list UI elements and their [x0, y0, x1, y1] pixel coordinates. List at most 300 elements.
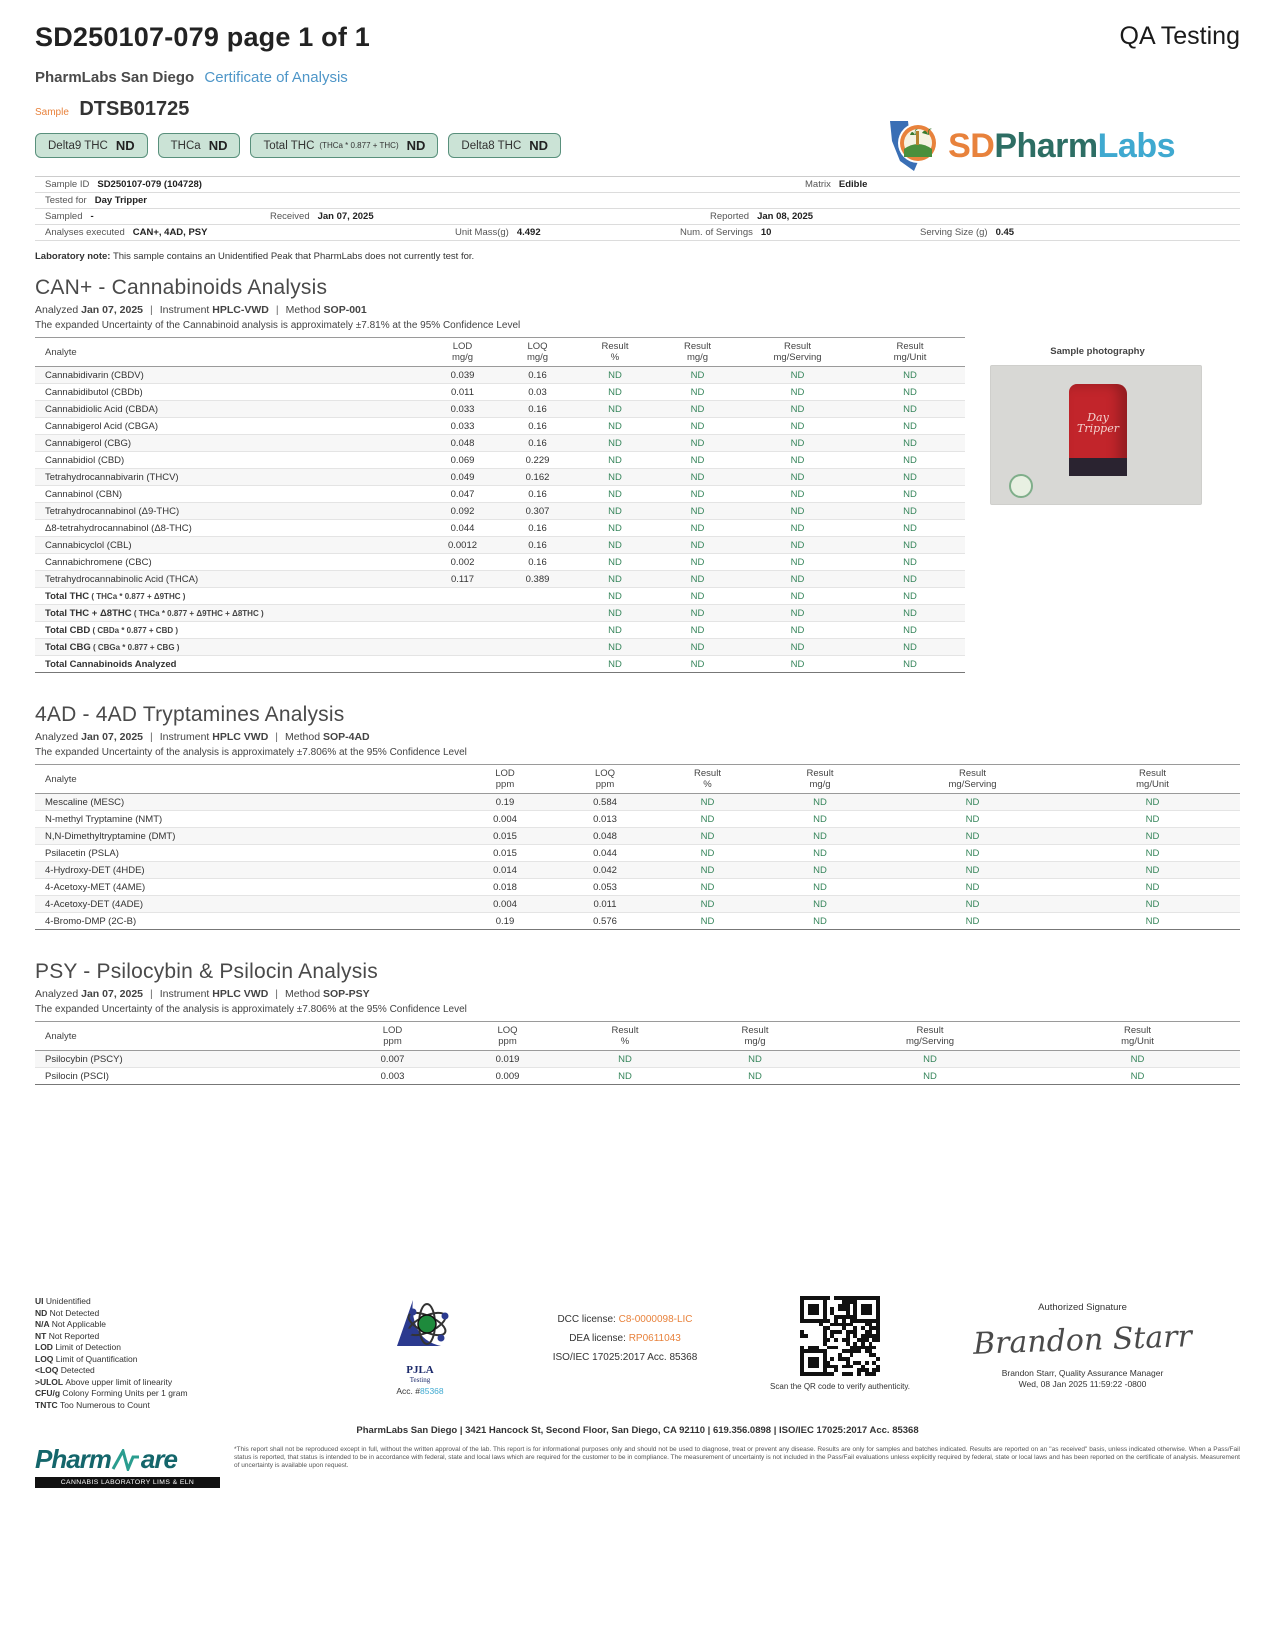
- analyte-name: N,N-Dimethyltryptamine (DMT): [35, 828, 455, 845]
- limit-value: [500, 605, 575, 622]
- table-row: [35, 503, 965, 520]
- table-row: [35, 896, 1240, 913]
- table-row: [35, 554, 965, 571]
- result-value: ND: [655, 656, 740, 673]
- badge-value: ND: [406, 138, 426, 153]
- limit-value: 0.049: [425, 469, 500, 486]
- table-row: [35, 384, 965, 401]
- sampled-field: Sampled -: [45, 211, 94, 222]
- column-header: Analyte: [35, 338, 425, 367]
- limit-value: 0.007: [335, 1051, 450, 1068]
- column-header: Result %: [575, 338, 655, 367]
- result-value: ND: [740, 469, 855, 486]
- result-value: ND: [855, 486, 965, 503]
- iso-accreditation: ISO/IEC 17025:2017 Acc. 85368: [552, 1352, 698, 1363]
- table-row: [35, 811, 1240, 828]
- result-value: ND: [740, 367, 855, 384]
- product-label-band: [1069, 458, 1127, 476]
- sd-pharmlabs-logo: [886, 117, 1175, 175]
- limit-value: [425, 639, 500, 656]
- psilocybin-section: [35, 960, 1240, 1085]
- page-footer: [35, 1296, 1240, 1488]
- analyte-name: Total CBD ( CBDa * 0.877 + CBD ): [35, 622, 425, 639]
- pharmware-tagline: CANNABIS LABORATORY LIMS & ELN: [35, 1477, 220, 1488]
- result-value: ND: [575, 656, 655, 673]
- analyte-name: Psilocin (PSCI): [35, 1068, 335, 1085]
- laboratory-note: Laboratory note: This sample contains an Unidentified Peak that PharmLabs does not currently test for.: [35, 251, 475, 262]
- limit-value: 0.033: [425, 401, 500, 418]
- brand-wordmark: [948, 127, 1175, 166]
- result-value: ND: [575, 418, 655, 435]
- limit-value: 0.16: [500, 537, 575, 554]
- limit-value: 0.229: [500, 452, 575, 469]
- pjla-sub: Testing: [409, 1376, 431, 1384]
- result-value: ND: [880, 828, 1065, 845]
- badge-delta8-thc: [448, 133, 561, 158]
- column-header: LOQ mg/g: [500, 338, 575, 367]
- analyte-name: 4-Acetoxy-MET (4AME): [35, 879, 455, 896]
- result-value: ND: [855, 418, 965, 435]
- result-value: ND: [655, 811, 760, 828]
- result-value: ND: [685, 1068, 825, 1085]
- limit-value: 0.307: [500, 503, 575, 520]
- result-value: ND: [760, 862, 880, 879]
- badge-value: ND: [529, 138, 549, 153]
- result-value: ND: [1035, 1051, 1240, 1068]
- table-row: [35, 588, 965, 605]
- limit-value: 0.004: [455, 811, 555, 828]
- report-disclaimer: *This report shall not be reproduced except in full, without the written approval of the lab. This report is for informational purposes only and should not be used to diagnose, treat or prevent any disease. Results are only for samples and batches indicated. Results are reported on an "as received" basis, unless indicated otherwise. When a Pass/Fail status is reported, that status is intended to be in accordance with federal, state and local laws which are required for the customer to be in compliance. The measurement of uncertainty is not included in the Pass/Fail evaluations unless explicitly required by federal, state or local laws and has been reported on the certificate of analysis. Measurement of uncertainty is available upon request.: [234, 1446, 1240, 1469]
- result-value: ND: [855, 622, 965, 639]
- analyte-name: 4-Hydroxy-DET (4HDE): [35, 862, 455, 879]
- column-header: Result mg/Unit: [1065, 765, 1240, 794]
- result-value: ND: [855, 520, 965, 537]
- table-row: [35, 486, 965, 503]
- analyte-name: Δ8-tetrahydrocannabinol (Δ8-THC): [35, 520, 425, 537]
- cannabinoids-section: [35, 276, 1240, 673]
- result-value: ND: [880, 896, 1065, 913]
- qr-code: [800, 1296, 880, 1376]
- limit-value: 0.16: [500, 486, 575, 503]
- badge-formula: (THCa * 0.877 + THC): [319, 141, 399, 150]
- section-meta-psy: Analyzed Jan 07, 2025 | Instrument HPLC VWD | Method SOP-PSY: [35, 988, 370, 1000]
- result-value: ND: [740, 571, 855, 588]
- result-value: ND: [1065, 879, 1240, 896]
- limit-value: 0.048: [555, 828, 655, 845]
- result-value: ND: [1065, 913, 1240, 930]
- badge-label: Delta8 THC: [461, 139, 522, 152]
- result-value: ND: [655, 554, 740, 571]
- pharmware-logo: [35, 1444, 220, 1488]
- limit-value: [500, 588, 575, 605]
- reported-field: Reported Jan 08, 2025: [710, 211, 814, 222]
- waveform-icon: [111, 1444, 141, 1474]
- analyte-name: Cannabigerol (CBG): [35, 435, 425, 452]
- column-header: Result %: [655, 765, 760, 794]
- servings-field: Num. of Servings 10: [680, 227, 772, 238]
- analyte-name: Psilacetin (PSLA): [35, 845, 455, 862]
- limit-value: 0.011: [555, 896, 655, 913]
- column-header: Result mg/Serving: [880, 765, 1065, 794]
- result-value: ND: [760, 794, 880, 811]
- table-row: [35, 469, 965, 486]
- product-label-text: Day Tripper: [1077, 411, 1119, 435]
- badge-label: Total THC: [263, 139, 315, 152]
- badge-delta9-thc: [35, 133, 148, 158]
- analyte-name: Mescaline (MESC): [35, 794, 455, 811]
- badge-total-thc: [250, 133, 438, 158]
- result-value: ND: [855, 503, 965, 520]
- limit-value: 0.584: [555, 794, 655, 811]
- result-value: ND: [575, 486, 655, 503]
- limit-value: 0.389: [500, 571, 575, 588]
- qr-caption: Scan the QR code to verify authenticity.: [770, 1382, 910, 1391]
- table-header-row: [35, 1022, 1240, 1051]
- result-value: ND: [655, 435, 740, 452]
- limit-value: 0.117: [425, 571, 500, 588]
- limit-value: 0.011: [425, 384, 500, 401]
- result-value: ND: [575, 520, 655, 537]
- limit-value: 0.16: [500, 520, 575, 537]
- limit-value: 0.16: [500, 418, 575, 435]
- limit-value: 0.015: [455, 828, 555, 845]
- limit-value: [425, 622, 500, 639]
- column-header: Result mg/Serving: [825, 1022, 1035, 1051]
- result-value: ND: [760, 896, 880, 913]
- result-value: ND: [855, 469, 965, 486]
- analyte-name: Cannabidiol (CBD): [35, 452, 425, 469]
- table-row: [35, 639, 965, 656]
- table-row: [35, 913, 1240, 930]
- result-value: ND: [655, 384, 740, 401]
- legend-item: UI Unidentified: [35, 1296, 91, 1306]
- result-value: ND: [880, 879, 1065, 896]
- limit-value: [425, 588, 500, 605]
- received-field: Received Jan 07, 2025: [270, 211, 374, 222]
- info-row-1: [35, 177, 1240, 193]
- result-value: ND: [655, 401, 740, 418]
- result-value: ND: [740, 435, 855, 452]
- abbreviation-legend: [35, 1296, 345, 1411]
- result-value: ND: [575, 503, 655, 520]
- result-value: ND: [655, 845, 760, 862]
- uncertainty-note-psy: The expanded Uncertainty of the analysis is approximately ±7.806% at the 95% Confidence Level: [35, 1004, 467, 1015]
- result-value: ND: [740, 384, 855, 401]
- result-value: ND: [655, 588, 740, 605]
- pjla-acc-number: Acc. #85368: [396, 1386, 444, 1396]
- analyte-name: Total THC ( THCa * 0.877 + Δ9THC ): [35, 588, 425, 605]
- limit-value: 0.19: [455, 913, 555, 930]
- limit-value: 0.069: [425, 452, 500, 469]
- column-header: Result mg/Serving: [740, 338, 855, 367]
- legend-item: ND Not Detected: [35, 1307, 100, 1318]
- limit-value: 0.039: [425, 367, 500, 384]
- limit-value: 0.015: [455, 845, 555, 862]
- table-row: [35, 879, 1240, 896]
- legend-item: >ULOL Above upper limit of linearity: [35, 1376, 173, 1387]
- result-value: ND: [740, 622, 855, 639]
- analyte-name: Psilocybin (PSCY): [35, 1051, 335, 1068]
- limit-value: 0.004: [455, 896, 555, 913]
- section-title-4ad: 4AD - 4AD Tryptamines Analysis: [35, 703, 345, 726]
- limit-value: 0.033: [425, 418, 500, 435]
- result-value: ND: [740, 554, 855, 571]
- limit-value: 0.19: [455, 794, 555, 811]
- table-row: [35, 862, 1240, 879]
- limit-value: 0.047: [425, 486, 500, 503]
- table-row: [35, 1068, 1240, 1085]
- result-value: ND: [655, 537, 740, 554]
- legend-item: <LOQ Detected: [35, 1365, 95, 1375]
- legend-item: CFU/g Colony Forming Units per 1 gram: [35, 1388, 188, 1398]
- limit-value: 0.019: [450, 1051, 565, 1068]
- limit-value: 0.16: [500, 435, 575, 452]
- result-value: ND: [855, 537, 965, 554]
- table-row: [35, 656, 965, 673]
- result-value: ND: [575, 435, 655, 452]
- limit-value: 0.16: [500, 367, 575, 384]
- badge-value: ND: [115, 138, 135, 153]
- table-row: [35, 537, 965, 554]
- limit-value: 0.014: [455, 862, 555, 879]
- limit-value: 0.162: [500, 469, 575, 486]
- result-value: ND: [655, 605, 740, 622]
- brand-sd: SD: [948, 126, 995, 165]
- result-value: ND: [1065, 845, 1240, 862]
- result-value: ND: [655, 469, 740, 486]
- result-value: ND: [855, 401, 965, 418]
- result-value: ND: [855, 367, 965, 384]
- result-value: ND: [740, 486, 855, 503]
- analyte-name: Tetrahydrocannabinolic Acid (THCA): [35, 571, 425, 588]
- result-value: ND: [855, 639, 965, 656]
- limit-value: 0.053: [555, 879, 655, 896]
- report-type: QA Testing: [1119, 22, 1240, 50]
- table-row: [35, 622, 965, 639]
- table-header-row: [35, 765, 1240, 794]
- result-value: ND: [855, 571, 965, 588]
- column-header: LOQ ppm: [555, 765, 655, 794]
- result-value: ND: [655, 503, 740, 520]
- result-value: ND: [740, 656, 855, 673]
- result-value: ND: [655, 520, 740, 537]
- info-row-3: [35, 209, 1240, 225]
- result-value: ND: [740, 605, 855, 622]
- result-value: ND: [740, 639, 855, 656]
- tryptamines-table: [35, 764, 1240, 930]
- document-id: SD250107-079 page 1 of 1: [35, 22, 370, 52]
- badge-thca: [158, 133, 241, 158]
- analyses-field: Analyses executed CAN+, 4AD, PSY: [45, 227, 208, 238]
- signature-script: Brandon Starr: [972, 1319, 1193, 1362]
- column-header: LOD ppm: [335, 1022, 450, 1051]
- result-value: ND: [760, 828, 880, 845]
- photo-header: Sample photography: [1050, 345, 1145, 357]
- result-value: ND: [880, 913, 1065, 930]
- column-header: LOD mg/g: [425, 338, 500, 367]
- table-row: [35, 401, 965, 418]
- result-value: ND: [575, 469, 655, 486]
- result-value: ND: [655, 828, 760, 845]
- result-value: ND: [575, 639, 655, 656]
- column-header: LOD ppm: [455, 765, 555, 794]
- result-value: ND: [575, 384, 655, 401]
- result-value: ND: [1035, 1068, 1240, 1085]
- cannabinoids-table: [35, 337, 965, 673]
- column-header: Result mg/Unit: [855, 338, 965, 367]
- info-row-2: [35, 193, 1240, 209]
- sample-info: [35, 176, 1240, 241]
- pharmware-pharm: Pharm: [35, 1444, 111, 1474]
- result-value: ND: [740, 588, 855, 605]
- product-photo: [990, 365, 1202, 505]
- lab-address: PharmLabs San Diego | 3421 Hancock St, Second Floor, San Diego, CA 92110 | 619.356.0898 | ISO/IEC 17025:2017 Acc. 85368: [356, 1425, 919, 1436]
- uncertainty-note-can: The expanded Uncertainty of the Cannabinoid analysis is approximately ±7.81% at the 95% Confidence Level: [35, 320, 521, 331]
- license-block: [495, 1296, 755, 1371]
- table-row: [35, 520, 965, 537]
- analyte-name: Cannabidivarin (CBDV): [35, 367, 425, 384]
- limit-value: 0.009: [450, 1068, 565, 1085]
- result-value: ND: [760, 811, 880, 828]
- product-can: [1069, 384, 1127, 476]
- analyte-name: Cannabichromene (CBC): [35, 554, 425, 571]
- analyte-name: Tetrahydrocannabinol (Δ9-THC): [35, 503, 425, 520]
- table-header-row: [35, 338, 965, 367]
- result-value: ND: [655, 639, 740, 656]
- result-value: ND: [575, 571, 655, 588]
- legend-item: LOD Limit of Detection: [35, 1342, 121, 1352]
- result-value: ND: [1065, 828, 1240, 845]
- analyte-name: Cannabidiolic Acid (CBDA): [35, 401, 425, 418]
- analyte-name: Total THC + Δ8THC ( THCa * 0.877 + Δ9THC + Δ8THC ): [35, 605, 425, 622]
- doc-title: Certificate of Analysis: [204, 69, 348, 86]
- signature-block: [925, 1296, 1240, 1389]
- analyte-name: Cannabinol (CBN): [35, 486, 425, 503]
- table-row: [35, 1051, 1240, 1068]
- result-value: ND: [655, 486, 740, 503]
- result-value: ND: [575, 367, 655, 384]
- limit-value: 0.16: [500, 401, 575, 418]
- result-value: ND: [855, 384, 965, 401]
- section-title-can: CAN+ - Cannabinoids Analysis: [35, 276, 328, 299]
- limit-value: 0.003: [335, 1068, 450, 1085]
- result-value: ND: [655, 913, 760, 930]
- result-value: ND: [575, 537, 655, 554]
- limit-value: [500, 656, 575, 673]
- result-value: ND: [760, 845, 880, 862]
- result-value: ND: [855, 588, 965, 605]
- result-value: ND: [655, 794, 760, 811]
- limit-value: 0.042: [555, 862, 655, 879]
- result-value: ND: [855, 554, 965, 571]
- qr-block: [755, 1296, 925, 1391]
- limit-value: [425, 605, 500, 622]
- pharmware-ware: are: [140, 1444, 177, 1474]
- psilocybin-table: [35, 1021, 1240, 1085]
- unit-mass-field: Unit Mass(g) 4.492: [455, 227, 541, 238]
- analyte-name: N-methyl Tryptamine (NMT): [35, 811, 455, 828]
- limit-value: 0.044: [425, 520, 500, 537]
- result-value: ND: [565, 1068, 685, 1085]
- limit-value: 0.16: [500, 554, 575, 571]
- result-value: ND: [855, 656, 965, 673]
- limit-value: [425, 656, 500, 673]
- analyte-name: Cannabicyclol (CBL): [35, 537, 425, 554]
- analyte-name: Total CBG ( CBGa * 0.877 + CBG ): [35, 639, 425, 656]
- sample-label: Sample: [35, 107, 69, 118]
- column-header: LOQ ppm: [450, 1022, 565, 1051]
- table-row: [35, 435, 965, 452]
- pjla-accreditation: [345, 1298, 495, 1396]
- result-value: ND: [740, 401, 855, 418]
- result-value: ND: [855, 605, 965, 622]
- signature-title: Authorized Signature: [1038, 1302, 1127, 1313]
- signature-date: Wed, 08 Jan 2025 11:59:22 -0800: [1018, 1379, 1147, 1389]
- limit-value: 0.002: [425, 554, 500, 571]
- pharmlabs-logo-icon: [886, 117, 948, 175]
- column-header: Analyte: [35, 765, 455, 794]
- limit-value: [500, 639, 575, 656]
- result-value: ND: [855, 435, 965, 452]
- result-value: ND: [760, 879, 880, 896]
- analyte-name: 4-Bromo-DMP (2C-B): [35, 913, 455, 930]
- table-row: [35, 418, 965, 435]
- column-header: Result %: [565, 1022, 685, 1051]
- matrix-field: Matrix Edible: [805, 179, 868, 190]
- analyte-name: Cannabigerol Acid (CBGA): [35, 418, 425, 435]
- serving-size-field: Serving Size (g) 0.45: [920, 227, 1015, 238]
- result-value: ND: [1065, 896, 1240, 913]
- result-value: ND: [655, 571, 740, 588]
- column-header: Result mg/g: [685, 1022, 825, 1051]
- result-value: ND: [1065, 811, 1240, 828]
- result-value: ND: [655, 452, 740, 469]
- column-header: Result mg/g: [655, 338, 740, 367]
- analyte-name: 4-Acetoxy-DET (4ADE): [35, 896, 455, 913]
- limit-value: [500, 622, 575, 639]
- pjla-name: PJLA: [406, 1364, 434, 1376]
- result-value: ND: [655, 896, 760, 913]
- result-value: ND: [575, 452, 655, 469]
- brand-labs: Labs: [1097, 126, 1175, 165]
- result-value: ND: [825, 1068, 1035, 1085]
- result-value: ND: [825, 1051, 1035, 1068]
- legend-item: NT Not Reported: [35, 1330, 100, 1341]
- result-value: ND: [575, 401, 655, 418]
- tryptamines-section: [35, 703, 1240, 930]
- table-row: [35, 845, 1240, 862]
- result-value: ND: [575, 588, 655, 605]
- result-value: ND: [655, 879, 760, 896]
- column-header: Result mg/g: [760, 765, 880, 794]
- pjla-logo-icon: [383, 1298, 457, 1362]
- limit-value: 0.018: [455, 879, 555, 896]
- result-value: ND: [880, 794, 1065, 811]
- column-header: Result mg/Unit: [1035, 1022, 1240, 1051]
- result-value: ND: [880, 811, 1065, 828]
- result-value: ND: [655, 418, 740, 435]
- analyte-name: Cannabidibutol (CBDb): [35, 384, 425, 401]
- result-value: ND: [575, 605, 655, 622]
- result-value: ND: [740, 503, 855, 520]
- badge-value: ND: [208, 138, 228, 153]
- result-value: ND: [655, 622, 740, 639]
- result-value: ND: [655, 367, 740, 384]
- signatory-name: Brandon Starr, Quality Assurance Manager: [1001, 1368, 1164, 1378]
- limit-value: 0.576: [555, 913, 655, 930]
- result-value: ND: [740, 537, 855, 554]
- dea-license: DEA license: RP0611043: [569, 1333, 681, 1344]
